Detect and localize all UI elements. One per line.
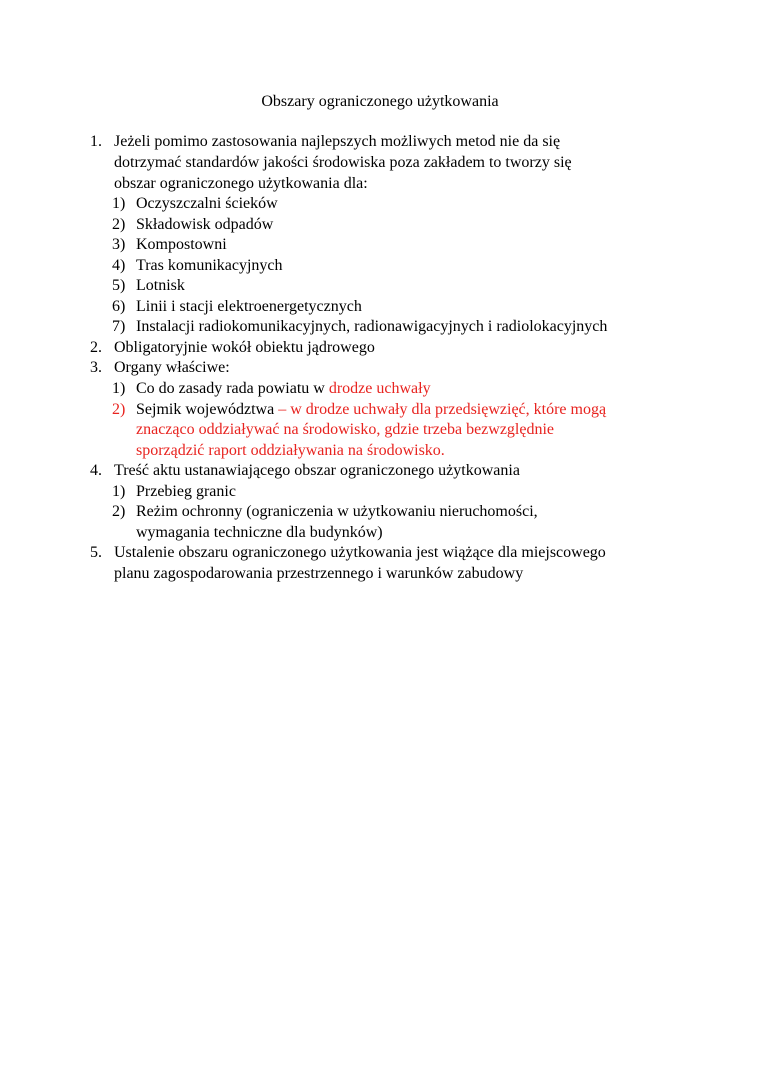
sub-item [112, 482, 236, 502]
sub-item-text: Składowisk odpadów [136, 216, 274, 233]
highlighted-text-line-2: znacząco oddziaływać na środowisko, gdzie trzeba bezwzględnie [136, 421, 555, 438]
sub-item [112, 215, 274, 235]
list-item-1 [90, 132, 561, 152]
list-item-5-line-2: planu zagospodarowania przestrzennego i warunków zabudowy [114, 565, 524, 582]
item-number: 5. [90, 544, 102, 561]
sub-item-number: 2) [112, 216, 126, 233]
list-item-4 [90, 461, 520, 481]
list-item-1-line-2: dotrzymać standardów jakości środowiska poza zakładem to tworzy się [114, 154, 572, 171]
sub-item [112, 194, 278, 214]
sub-item [112, 400, 607, 420]
list-item-2 [90, 338, 375, 358]
sub-item-number: 2) [112, 503, 126, 520]
sub-item-text: Co do zasady rada powiatu w [136, 380, 329, 397]
list-item-3 [90, 358, 230, 378]
sub-item [112, 256, 283, 276]
sub-item [112, 317, 608, 337]
item-number: 3. [90, 359, 102, 376]
sub-item-number: 6) [112, 298, 126, 315]
item-number: 2. [90, 339, 102, 356]
sub-item-text: Sejmik województwa [136, 401, 275, 418]
sub-item-text: Oczyszczalni ścieków [136, 195, 278, 212]
sub-item-text: Reżim ochronny (ograniczenia w użytkowaniu nieruchomości, [136, 503, 538, 520]
sub-item-line-2: wymagania techniczne dla budynków) [136, 524, 383, 541]
sub-item-text: Instalacji radiokomunikacyjnych, radionawigacyjnych i radiolokacyjnych [136, 318, 608, 335]
sub-item [112, 379, 431, 399]
sub-item-text: Lotnisk [136, 277, 185, 294]
sub-item-number: 1) [112, 483, 126, 500]
item-text: Ustalenie obszaru ograniczonego użytkowania jest wiążące dla miejscowego [114, 544, 606, 561]
item-number: 4. [90, 462, 102, 479]
sub-item [112, 297, 362, 317]
sub-item-number: 1) [112, 195, 126, 212]
sub-item-number: 2) [112, 401, 126, 418]
sub-item [112, 276, 185, 296]
sub-item-text: Kompostowni [136, 236, 227, 253]
item-number: 1. [90, 133, 102, 150]
sub-item-number: 4) [112, 257, 126, 274]
page-title: Obszary ograniczonego użytkowania [261, 93, 499, 110]
sub-item-text: Tras komunikacyjnych [136, 257, 283, 274]
highlighted-text-line-3: sporządzić raport oddziaływania na środowisko. [136, 442, 445, 459]
sub-item [112, 502, 538, 522]
highlighted-text: – w drodze uchwały dla przedsięwzięć, które mogą [274, 401, 607, 418]
sub-item-number: 7) [112, 318, 126, 335]
sub-item-number: 3) [112, 236, 126, 253]
highlighted-text: drodze uchwały [328, 380, 431, 397]
sub-item-text: Linii i stacji elektroenergetycznych [136, 298, 362, 315]
list-item-5 [90, 543, 606, 563]
sub-item-number: 5) [112, 277, 126, 294]
item-text: Obligatoryjnie wokół obiektu jądrowego [114, 339, 375, 356]
item-text: Jeżeli pomimo zastosowania najlepszych możliwych metod nie da się [114, 133, 561, 150]
sub-item-text: Przebieg granic [136, 483, 236, 500]
list-item-1-line-3: obszar ograniczonego użytkowania dla: [114, 175, 368, 192]
sub-item [112, 235, 227, 255]
item-text: Organy właściwe: [114, 359, 230, 376]
sub-item-number: 1) [112, 380, 126, 397]
item-text: Treść aktu ustanawiającego obszar ograniczonego użytkowania [114, 462, 520, 479]
